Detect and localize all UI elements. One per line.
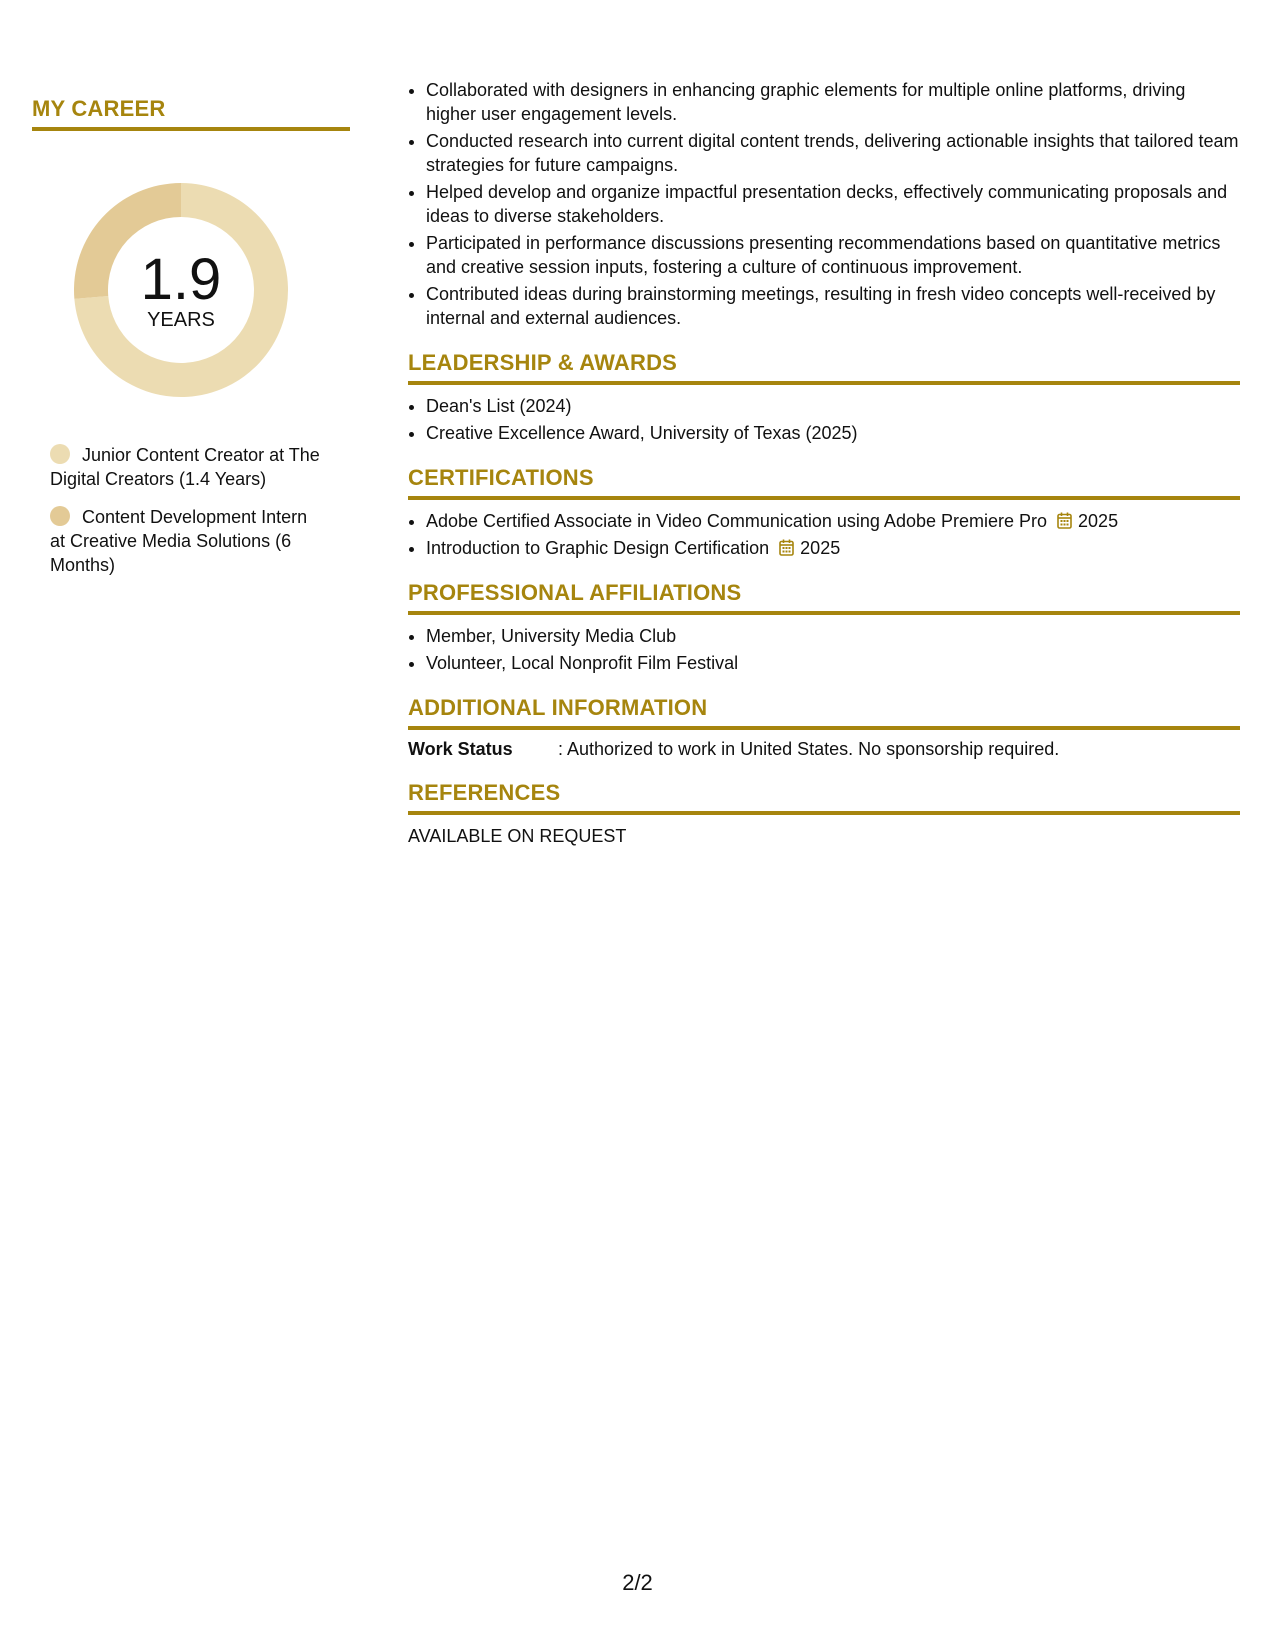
experience-bullets	[408, 78, 1240, 330]
list-item: • Creative Excellence Award, University of Texas (2025)	[426, 421, 1240, 445]
list-item: • Helped develop and organize impactful presentation decks, effectively communicating proposals and ideas to diverse stakeholders.	[426, 180, 1240, 228]
leadership-section	[408, 350, 1240, 445]
career-total-value: 1.9	[140, 247, 222, 312]
certification-name: Introduction to Graphic Design Certification	[426, 538, 770, 558]
work-status-label: Work Status	[408, 739, 513, 759]
donut-center	[66, 175, 296, 405]
legend-dot	[50, 506, 70, 526]
legend-label: Junior Content Creator at The Digital Creators (1.4 Years)	[50, 445, 320, 489]
certification-year: 2025	[1078, 511, 1119, 531]
list-item: • Member, University Media Club	[426, 624, 1240, 648]
certification-name: Adobe Certified Associate in Video Communication using Adobe Premiere Pro	[426, 511, 1048, 531]
legend-dot	[50, 444, 70, 464]
certification-year: 2025	[800, 538, 841, 558]
legend-item	[50, 443, 325, 491]
calendar-icon	[779, 539, 794, 556]
career-donut-chart	[66, 175, 296, 405]
leadership-heading: LEADERSHIP & AWARDS	[408, 350, 1240, 385]
affiliations-heading: PROFESSIONAL AFFILIATIONS	[408, 580, 1240, 615]
list-item: • Dean's List (2024)	[426, 394, 1240, 418]
additional-section	[408, 695, 1240, 760]
legend-label: Content Development Intern at Creative Media Solutions (6 Months)	[50, 507, 308, 575]
additional-heading: ADDITIONAL INFORMATION	[408, 695, 1240, 730]
list-item: • Conducted research into current digital content trends, delivering actionable insights that tailored team strategies for future campaigns.	[426, 129, 1240, 177]
work-status-value: : Authorized to work in United States. No sponsorship required.	[558, 739, 1060, 759]
work-status-row	[408, 739, 1240, 760]
calendar-icon	[1057, 512, 1072, 529]
career-sidebar	[32, 96, 350, 591]
list-item: • Collaborated with designers in enhancing graphic elements for multiple online platforms, driving higher user engagement levels.	[426, 78, 1240, 126]
affiliations-section	[408, 580, 1240, 675]
list-item: • Participated in performance discussions presenting recommendations based on quantitative metrics and creative session inputs, fostering a culture of continuous improvement.	[426, 231, 1240, 279]
list-item: • Volunteer, Local Nonprofit Film Festival	[426, 651, 1240, 675]
career-total-unit: YEARS	[147, 309, 215, 331]
main-content	[408, 78, 1240, 847]
references-text: AVAILABLE ON REQUEST	[408, 826, 627, 846]
career-legend	[50, 443, 325, 577]
certification-item	[426, 536, 1240, 560]
list-item: • Contributed ideas during brainstorming meetings, resulting in fresh video concepts well-received by internal and external audiences.	[426, 282, 1240, 330]
certification-item	[426, 509, 1240, 533]
legend-item	[50, 505, 325, 577]
references-heading: REFERENCES	[408, 780, 1240, 815]
certifications-section	[408, 465, 1240, 560]
certifications-heading: CERTIFICATIONS	[408, 465, 1240, 500]
references-section	[408, 780, 1240, 847]
page-number: 2/2	[622, 1570, 653, 1595]
career-heading: MY CAREER	[32, 96, 350, 131]
